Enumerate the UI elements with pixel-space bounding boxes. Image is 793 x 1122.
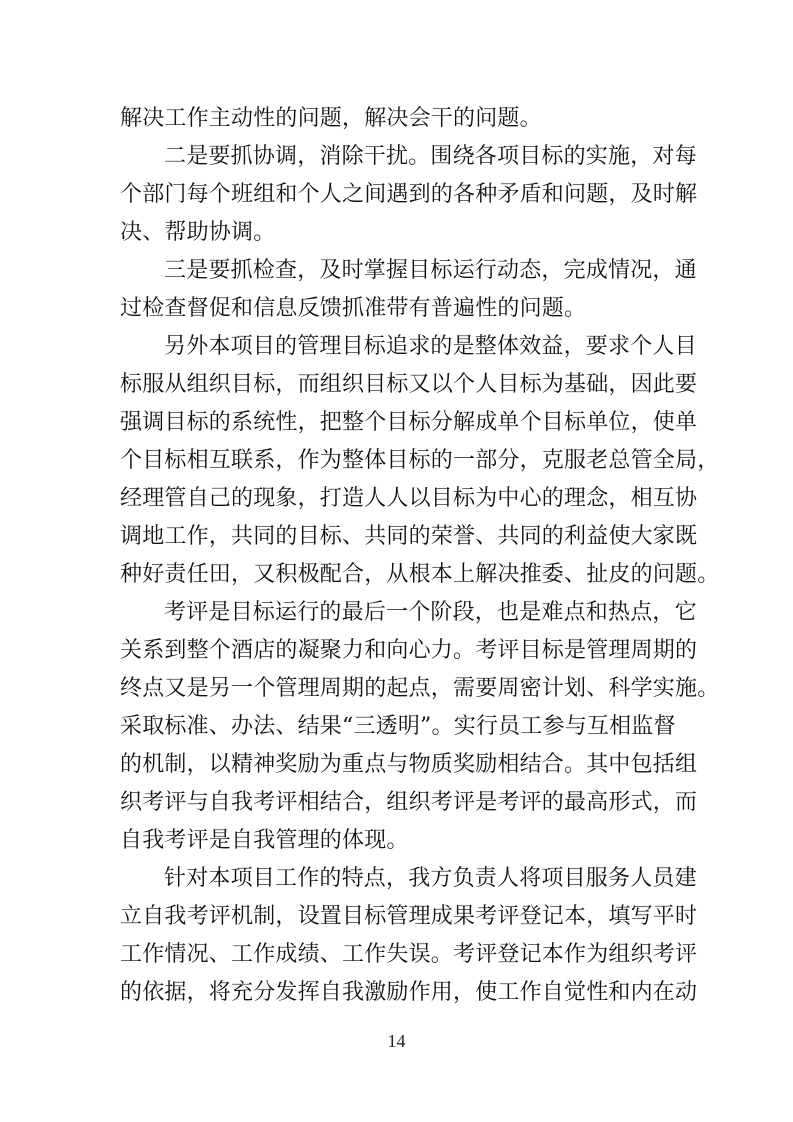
- paragraph-3-line-2: 过检查督促和信息反馈抓准带有普遍性的问题。: [120, 296, 587, 321]
- paragraph-6-line-3: 工作情况、工作成绩、工作失误。考评登记本作为组织考评: [120, 942, 698, 967]
- paragraph-1-line-1: 解决工作主动性的问题，解决会干的问题。: [120, 106, 542, 131]
- paragraph-4-line-2: 标服从组织目标，而组织目标又以个人目标为基础，因此要: [120, 372, 698, 397]
- paragraph-5-line-7: 自我考评是自我管理的体现。: [120, 828, 409, 853]
- paragraph-2-line-1: 二是要抓协调，消除干扰。围绕各项目标的实施，对每: [164, 144, 697, 169]
- paragraph-5-line-3: 终点又是另一个管理周期的起点，需要周密计划、科学实施。: [120, 676, 720, 701]
- paragraph-2-line-2: 个部门每个班组和个人之间遇到的各种矛盾和问题，及时解: [120, 182, 698, 207]
- paragraph-6-line-4: 的依据，将充分发挥自我激励作用，使工作自觉性和内在动: [120, 980, 698, 1005]
- paragraph-3-line-1: 三是要抓检查，及时掌握目标运行动态，完成情况，通: [164, 258, 697, 283]
- paragraph-5-line-5: 的机制，以精神奖励为重点与物质奖励相结合。其中包括组: [120, 752, 698, 777]
- paragraph-6-line-2: 立自我考评机制，设置目标管理成果考评登记本，填写平时: [120, 904, 698, 929]
- paragraph-4-line-5: 经理管自己的现象，打造人人以目标为中心的理念，相互协: [120, 486, 698, 511]
- paragraph-2-line-3: 决、帮助协调。: [120, 220, 276, 245]
- paragraph-4-line-7: 种好责任田，又积极配合，从根本上解决推委、扯皮的问题。: [120, 562, 720, 587]
- paragraph-4-line-4: 个目标相互联系，作为整体目标的一部分，克服老总管全局，: [120, 448, 720, 473]
- paragraph-5-line-4: 采取标准、办法、结果“三透明”。实行员工参与互相监督: [120, 714, 676, 739]
- paragraph-5-line-6: 织考评与自我考评相结合，组织考评是考评的最高形式，而: [120, 790, 698, 815]
- paragraph-5-line-1: 考评是目标运行的最后一个阶段，也是难点和热点，它: [164, 600, 697, 625]
- paragraph-4-line-1: 另外本项目的管理目标追求的是整体效益，要求个人目: [164, 334, 697, 359]
- paragraph-6-line-1: 针对本项目工作的特点，我方负责人将项目服务人员建: [164, 866, 697, 891]
- body-text: [120, 100, 720, 1012]
- paragraph-4-line-6: 调地工作，共同的目标、共同的荣誉、共同的利益使大家既: [120, 524, 698, 549]
- paragraph-5-line-2: 关系到整个酒店的凝聚力和向心力。考评目标是管理周期的: [120, 638, 698, 663]
- page-number: 14: [387, 1031, 406, 1051]
- paragraph-4-line-3: 强调目标的系统性，把整个目标分解成单个目标单位，使单: [120, 410, 698, 435]
